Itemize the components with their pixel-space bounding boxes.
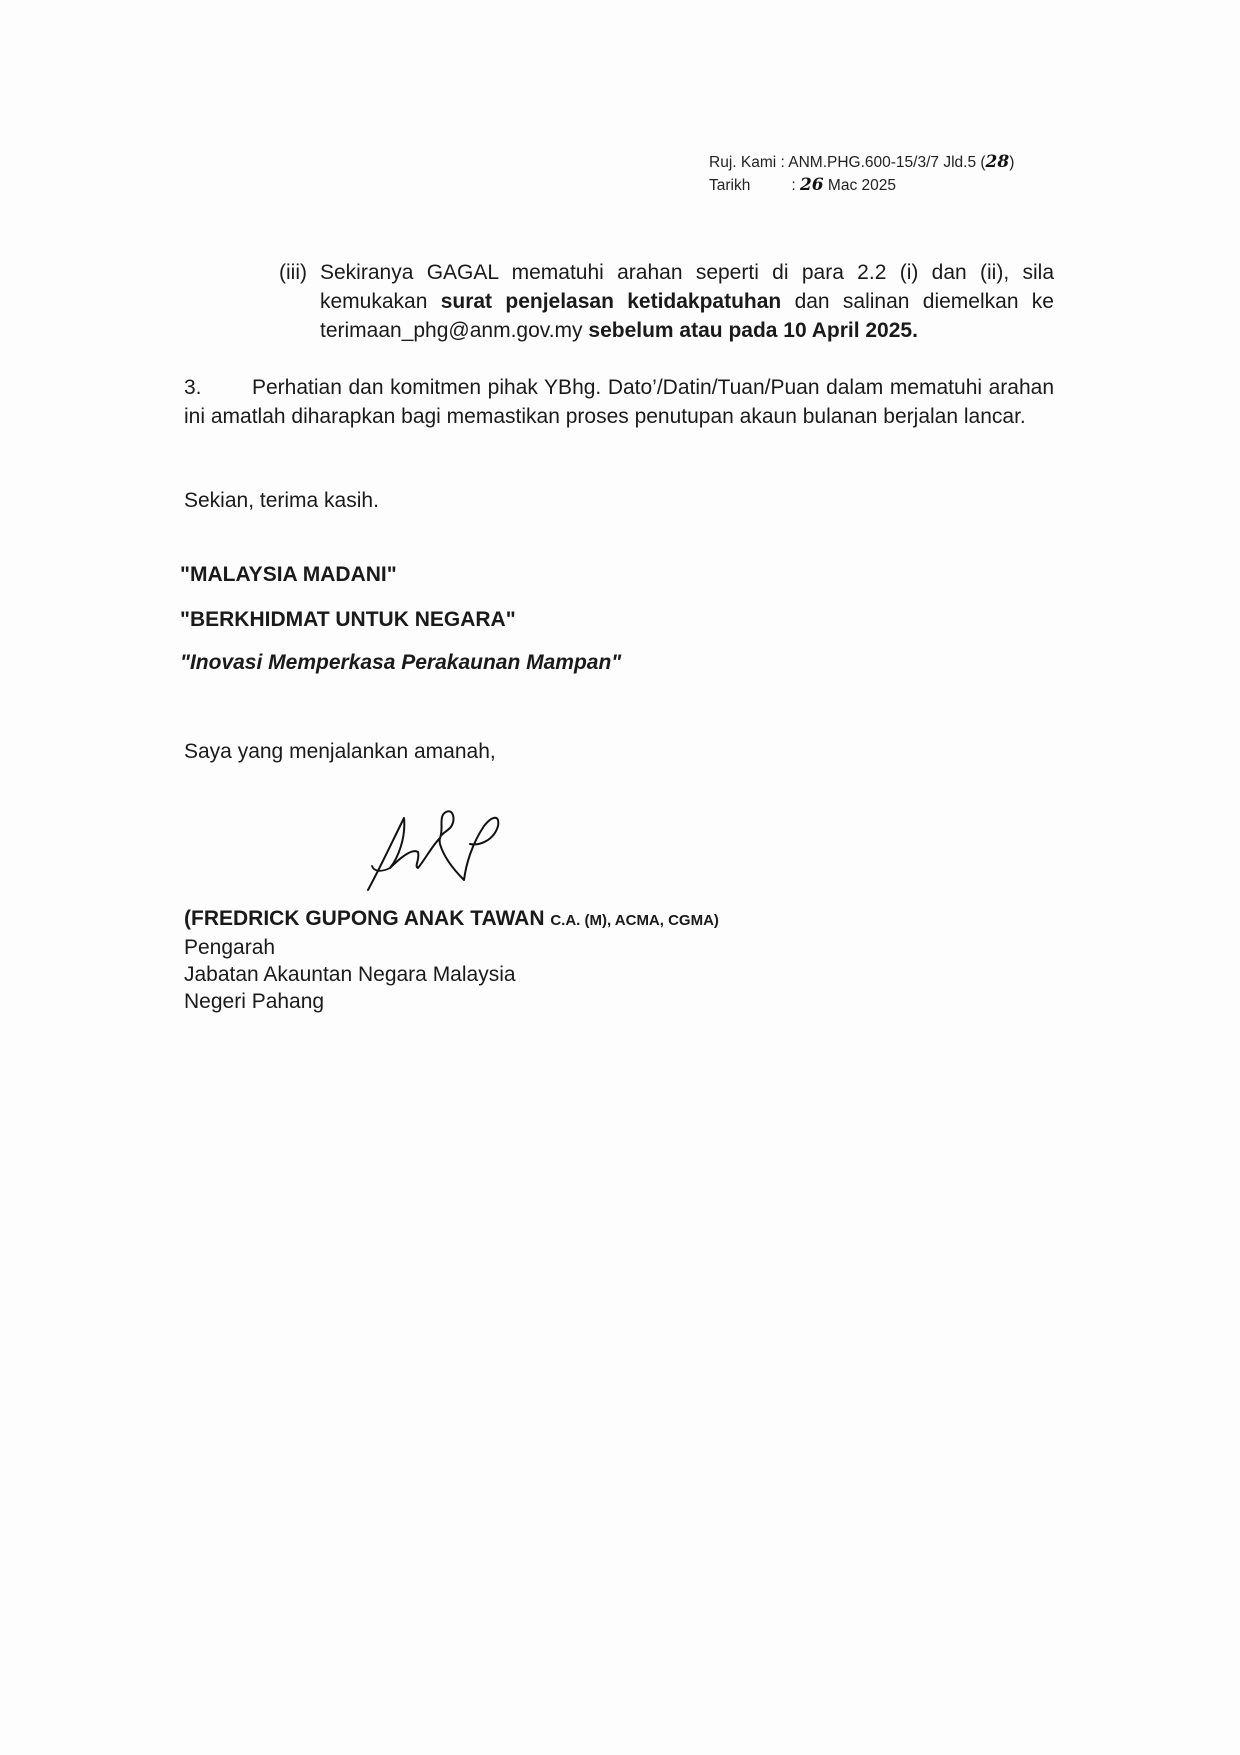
signer-credentials: C.A. (M), ACMA, CGMA) xyxy=(550,912,719,929)
item-iii xyxy=(279,258,1054,345)
signer-title: Pengarah xyxy=(184,936,276,959)
item-iii-bold-2: sebelum atau pada 10 April 2025. xyxy=(588,319,918,342)
signature-image xyxy=(360,788,520,898)
ruj-value: ANM.PHG.600-15/3/7 Jld.5 ( xyxy=(788,154,986,171)
ruj-close: ) xyxy=(1009,154,1015,171)
signer-name: (FREDRICK GUPONG ANAK TAWAN xyxy=(184,907,545,930)
signer-state: Negeri Pahang xyxy=(184,990,325,1013)
signer-department: Jabatan Akauntan Negara Malaysia xyxy=(184,963,516,986)
slogan-malaysia-madani: "MALAYSIA MADANI" xyxy=(180,563,397,586)
slogan-berkhidmat: "BERKHIDMAT UNTUK NEGARA" xyxy=(180,608,516,631)
sign-off-line: Saya yang menjalankan amanah, xyxy=(184,740,496,763)
ruj-handwritten-number: 28 xyxy=(985,152,1010,172)
tarikh-handwritten-day: 26 xyxy=(799,175,824,195)
date-row xyxy=(709,174,1014,197)
reference-number-row xyxy=(709,151,1014,174)
item-iii-bold-1: surat penjelasan ketidakpatuhan xyxy=(440,290,782,313)
paragraph-3 xyxy=(184,373,1054,431)
paragraph-3-text: Perhatian dan komitmen pihak YBhg. Dato’/Datin/Tuan/Puan dalam mematuhi arahan ini amatlah diharapkan bagi memastikan proses penutupan akaun bulanan berjalan lancar. xyxy=(184,376,1054,428)
paragraph-3-number: 3. xyxy=(184,376,202,399)
item-iii-text xyxy=(320,258,1054,345)
tarikh-label: Tarikh xyxy=(709,177,751,194)
tarikh-separator: : xyxy=(791,177,796,194)
tarikh-month-year: Mac 2025 xyxy=(827,177,896,194)
item-iii-text-1: Sekiranya GAGAL mematuhi arahan seperti di para 2.2 (i) dan (ii), sila kemukakan xyxy=(320,261,1054,313)
slogan-inovasi: "Inovasi Memperkasa Perakaunan Mampan" xyxy=(180,651,622,674)
closing-line: Sekian, terima kasih. xyxy=(184,489,379,512)
item-iii-number: (iii) xyxy=(279,261,307,284)
reference-block xyxy=(709,151,1014,197)
item-iii-text-2: dan salinan diemelkan ke terimaan_phg@anm.gov.my xyxy=(320,290,1054,342)
ruj-label: Ruj. Kami : xyxy=(709,154,785,171)
signer-name-row xyxy=(184,905,719,934)
signer-block xyxy=(184,905,719,1015)
